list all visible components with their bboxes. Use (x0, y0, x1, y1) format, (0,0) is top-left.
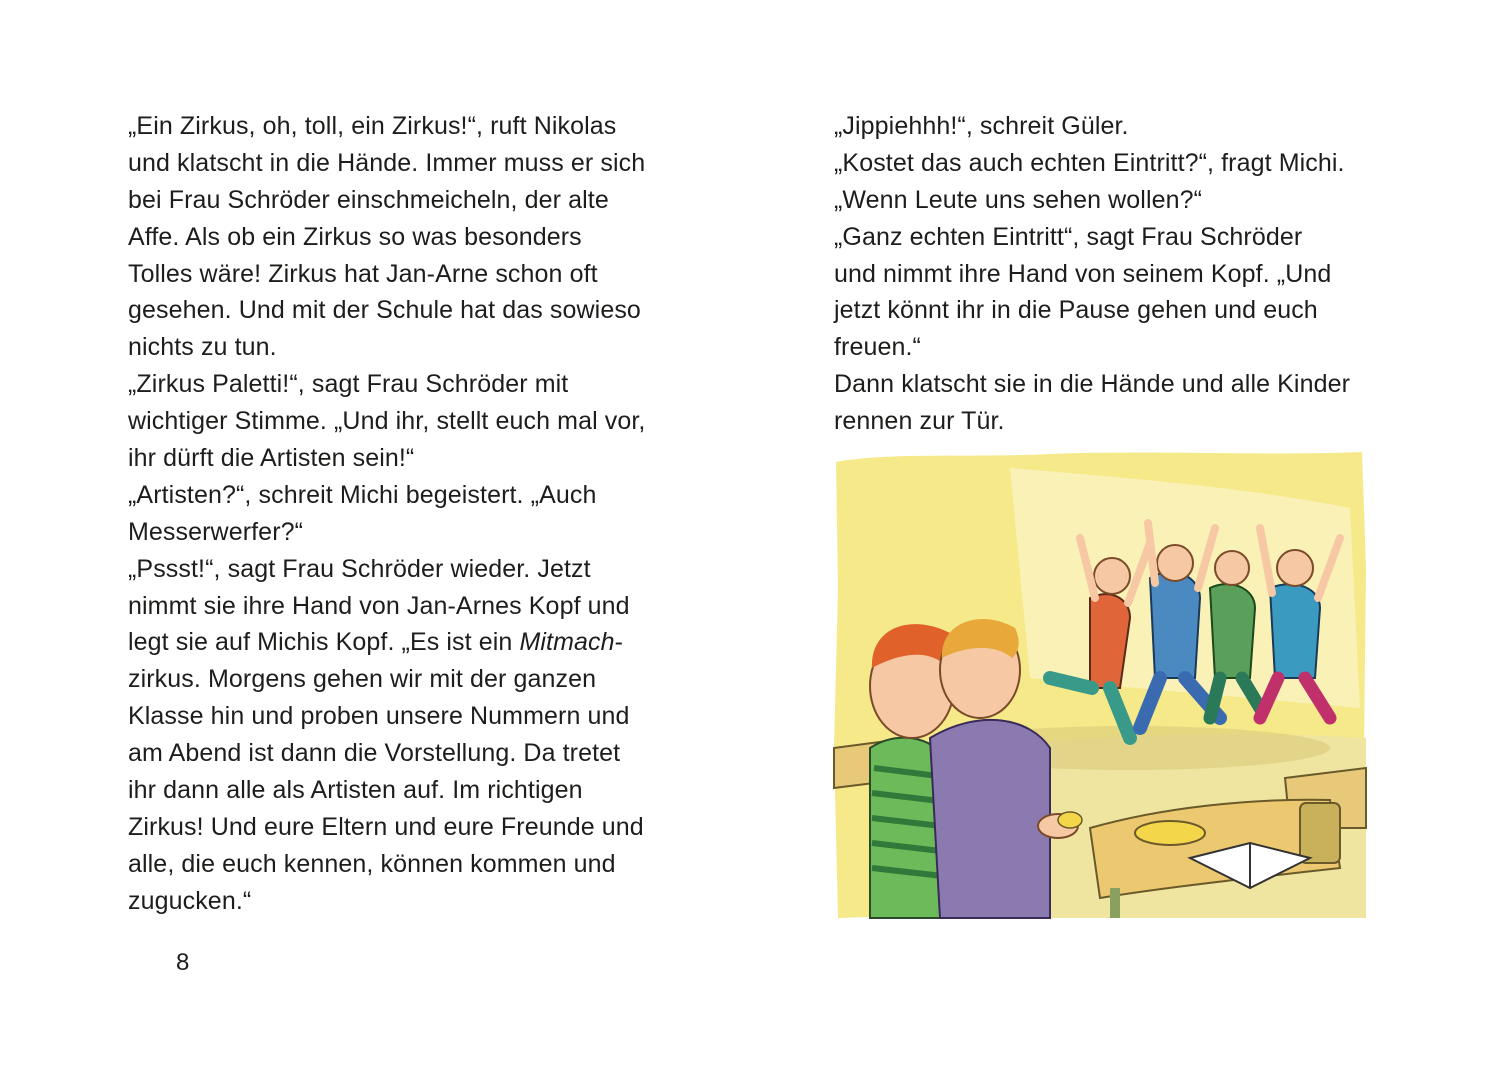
text-line: und nimmt ihre Hand von seinem Kopf. „Und (834, 259, 1332, 288)
text-line: „Ganz echten Eintritt“, sagt Frau Schröder (834, 222, 1303, 251)
left-page-text (128, 108, 688, 920)
yellow-item (1058, 812, 1082, 828)
text-segment: legt sie auf Michis Kopf. „Es ist ein (128, 628, 520, 657)
text-line: Dann klatscht sie in die Hände und alle Kinder (834, 370, 1351, 399)
text-line: und klatscht in die Hände. Immer muss er sich (128, 148, 646, 177)
text-line: Tolles wäre! Zirkus hat Jan-Arne schon oft (128, 259, 598, 288)
text-line: „Kostet das auch echten Eintritt?“, fragt Michi. (834, 148, 1345, 177)
text-line: freuen.“ (834, 333, 921, 362)
text-line: ihr dann alle als Artisten auf. Im richtigen (128, 776, 583, 805)
text-line: ihr dürft die Artisten sein!“ (128, 444, 415, 473)
text-line: „Artisten?“, schreit Michi begeistert. „Auch (128, 480, 597, 509)
text-line: jetzt könnt ihr in die Pause gehen und euch (834, 296, 1318, 325)
text-line: „Pssst!“, sagt Frau Schröder wieder. Jetzt (128, 554, 591, 583)
text-line: am Abend ist dann die Vorstellung. Da tretet (128, 739, 621, 768)
text-line: Messerwerfer?“ (128, 517, 304, 546)
text-line: „Ein Zirkus, oh, toll, ein Zirkus!“, ruft Nikolas (128, 112, 617, 140)
text-line: Zirkus! Und eure Eltern und eure Freunde und (128, 812, 644, 841)
desk-leg (1110, 888, 1120, 918)
right-page-text (834, 108, 1394, 440)
lunchbox (1135, 821, 1205, 845)
text-line: zugucken.“ (128, 886, 252, 915)
text-line: gesehen. Und mit der Schule hat das sowieso (128, 296, 641, 325)
text-line: wichtiger Stimme. „Und ihr, stellt euch mal vor, (128, 407, 646, 436)
text-line: nimmt sie ihre Hand von Jan-Arnes Kopf und (128, 591, 630, 620)
page-number: 8 (176, 949, 190, 976)
text-line: Affe. Als ob ein Zirkus so was besonders (128, 222, 582, 251)
text-line: alle, die euch kennen, können kommen und (128, 849, 616, 878)
text-line: „Jippiehhh!“, schreit Güler. (834, 112, 1129, 140)
illustration-svg (830, 448, 1368, 920)
purple-boy-body (930, 720, 1050, 918)
text-line: zirkus. Morgens gehen wir mit der ganzen (128, 665, 597, 694)
italic-word: Mitmach (519, 628, 615, 657)
hyphen: - (614, 628, 624, 657)
text-line: rennen zur Tür. (834, 407, 1005, 436)
text-line: „Wenn Leute uns sehen wollen?“ (834, 185, 1203, 214)
text-line: Klasse hin und proben unsere Nummern und (128, 702, 630, 731)
text-line: „Zirkus Paletti!“, sagt Frau Schröder mit (128, 370, 569, 399)
text-line-with-italic (128, 624, 688, 661)
text-line: bei Frau Schröder einschmeicheln, der alte (128, 185, 609, 214)
text-line: nichts zu tun. (128, 333, 277, 362)
chair-back (1300, 803, 1340, 863)
right-page (750, 0, 1500, 1072)
classroom-illustration (830, 448, 1368, 920)
